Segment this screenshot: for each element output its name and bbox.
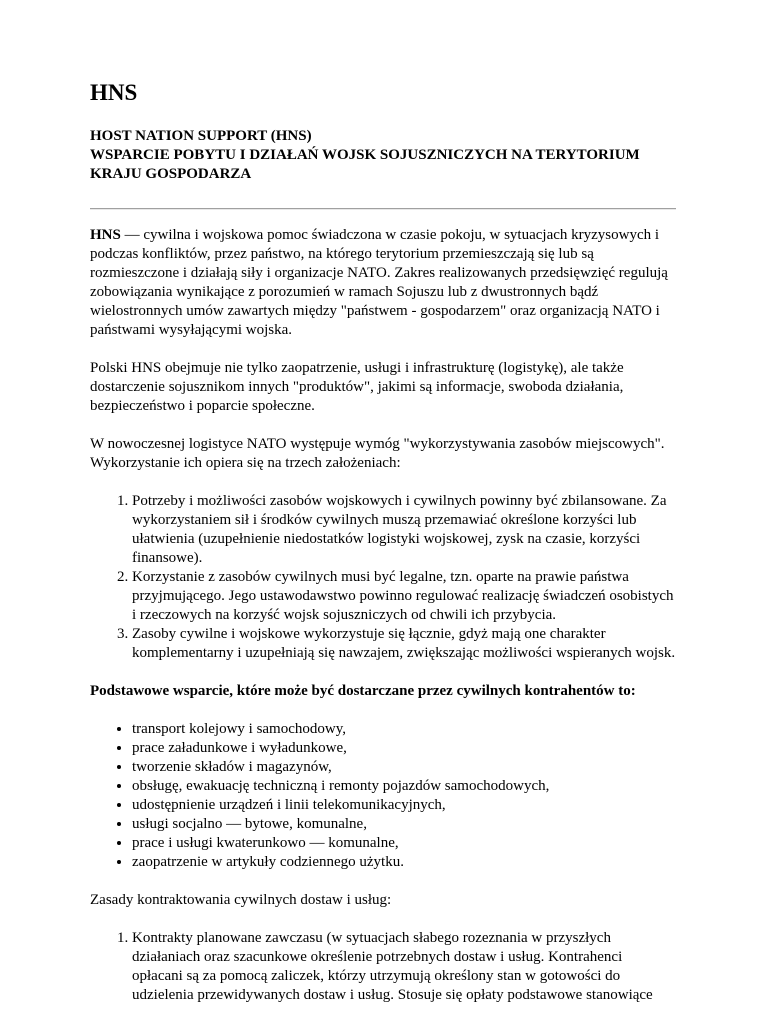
support-list (90, 720, 676, 872)
list-item: • zaopatrzenie w artykuły codziennego użytku. (132, 853, 676, 872)
logistics-paragraph: W nowoczesnej logistyce NATO występuje wymóg "wykorzystywania zasobów miejscowych". Wykorzystanie ich opiera się na trzech założeniach: (90, 436, 665, 471)
horizontal-divider (90, 208, 676, 210)
list-item: 1. Kontrakty planowane zawczasu (w sytuacjach słabego rozeznania w przyszłych działaniach oraz szacunkowe określenie potrzebnych dostaw i usług. Kontrahenci opłacani są za pomocą zaliczek, którzy utrzymują określony stan w gotowości do udzielenia przewidywanych dostaw i usług. Stosuje się opłaty podstawowe stanowiące (132, 929, 676, 1005)
list-item: 2. Korzystanie z zasobów cywilnych musi być legalne, tzn. oparte na prawie państwa przyjmującego. Jego ustawodawstwo powinno regulować realizację świadczeń osobistych i rzeczowych na korzyść wojsk sojuszniczych od chwili ich przybycia. (132, 568, 676, 625)
support-heading: Podstawowe wsparcie, które może być dostarczane przez cywilnych kontrahentów to: (90, 683, 636, 699)
page-title: HNS (90, 80, 138, 105)
intro-paragraph (90, 226, 676, 340)
list-item: 3. Zasoby cywilne i wojskowe wykorzystuje się łącznie, gdyż mają one charakter komplementarny i uzupełniają się nawzajem, zwiększając możliwości wspieranych wojsk. (132, 625, 676, 663)
subtitle-line-1: HOST NATION SUPPORT (HNS) (90, 128, 312, 144)
list-item: • udostępnienie urządzeń i linii telekomunikacyjnych, (132, 796, 676, 815)
list-item: • prace załadunkowe i wyładunkowe, (132, 739, 676, 758)
assumptions-list (90, 492, 676, 663)
list-item: • usługi socjalno — bytowe, komunalne, (132, 815, 676, 834)
subtitle-line-2: WSPARCIE POBYTU I DZIAŁAŃ WOJSK SOJUSZNICZYCH NA TERYTORIUM KRAJU GOSPODARZA (90, 147, 640, 182)
list-item: • prace i usługi kwaterunkowo — komunalne, (132, 834, 676, 853)
list-item: • tworzenie składów i magazynów, (132, 758, 676, 777)
list-item: • obsługę, ewakuację techniczną i remonty pojazdów samochodowych, (132, 777, 676, 796)
contract-heading: Zasady kontraktowania cywilnych dostaw i usług: (90, 892, 392, 908)
intro-term: HNS (90, 227, 121, 243)
intro-text: — cywilna i wojskowa pomoc świadczona w czasie pokoju, w sytuacjach kryzysowych i podczas konfliktów, przez państwo, na którego terytorium przemieszczają się lub są rozmieszczone i działają siły i organizacje NATO. Zakres realizowanych przedsięwzięć regulują zobowiązania wynikające z porozumień w ramach Sojuszu lub z dwustronnych bądź wielostronnych umów zawartych między "państwem - gospodarzem" oraz organizacją NATO i państwami wysyłającymi wojska. (90, 227, 668, 338)
document-page (90, 78, 676, 1024)
polish-hns-paragraph: Polski HNS obejmuje nie tylko zaopatrzenie, usługi i infrastrukturę (logistykę), ale także dostarczenie sojusznikom innych "produktów", jakimi są informacje, swoboda działania, bezpieczeństwo i poparcie społeczne. (90, 360, 624, 414)
list-item: 1. Potrzeby i możliwości zasobów wojskowych i cywilnych powinny być zbilansowane. Za wykorzystaniem sił i środków cywilnych muszą przemawiać określone korzyści lub ułatwienia (uzupełnienie niedostatków logistyki wojskowej, zysk na czasie, korzyści finansowe). (132, 492, 676, 568)
list-item: • transport kolejowy i samochodowy, (132, 720, 676, 739)
document-subtitle (90, 127, 676, 184)
